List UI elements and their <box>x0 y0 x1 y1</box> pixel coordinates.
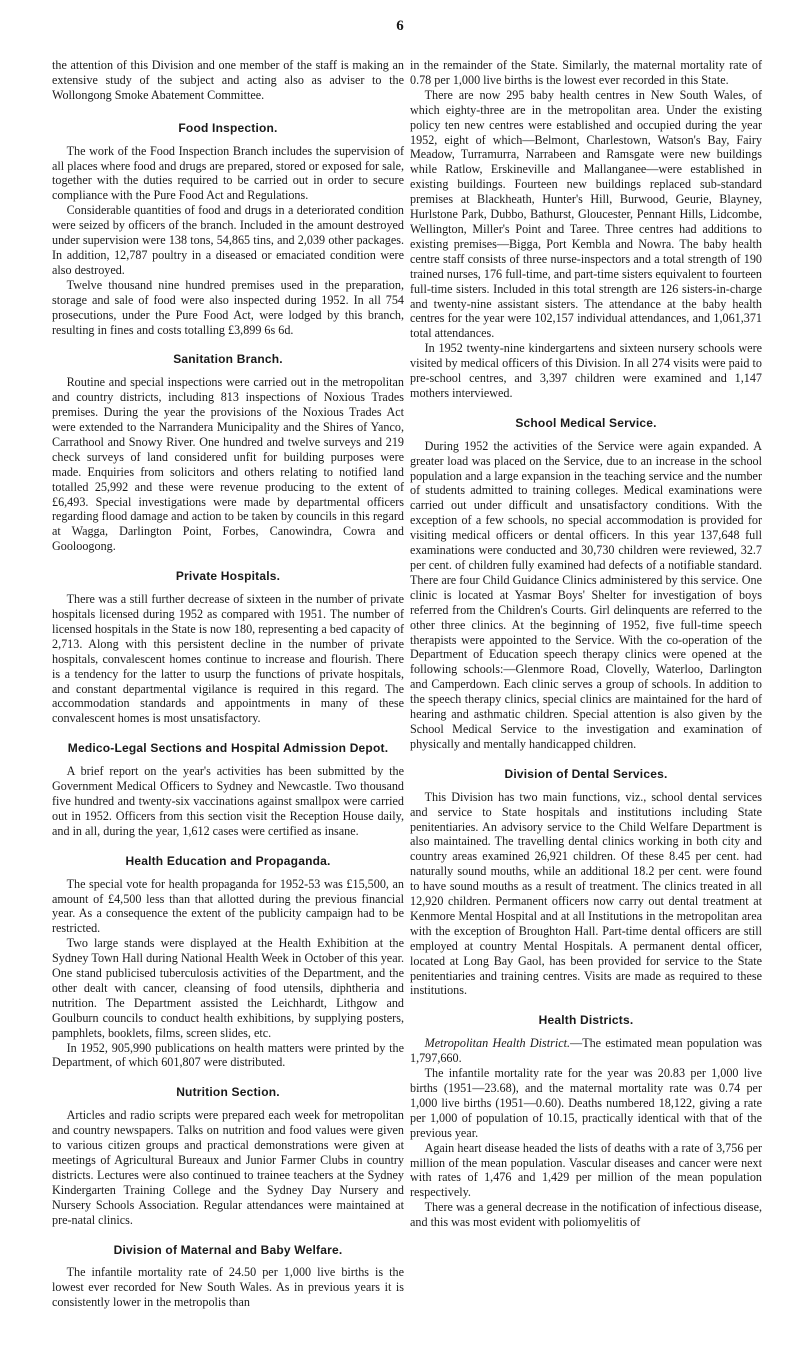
heading-sanitation-branch: Sanitation Branch. <box>173 352 283 367</box>
paragraph: There are now 295 baby health centres in New South Wales, of which eighty-three are in the metropolitan area. Under the existing policy ten new centres were established and occupied during the year 1952, eight of which—Belmont, Charlestown, Watson's Bay, Fairy Meadow, Turramurra, Narrabeen and Ramsgate were new buildings while Ratlow, Erskineville and Mallanganee—were established in existing buildings. Fourteen new buildings replaced sub-standard premises at Blackheath, Hunter's Hill, Burwood, Geurie, Blayney, Hurlstone Park, Dubbo, Bathurst, Gloucester, Pennant Hills, Lidcombe, Wellington, Miller's Point and Taree. Three centres had additions to existing premises—Bigga, Port Kembla and Nowra. The baby health centre staff consists of three nurse-inspectors and a total strength of 190 trained nurses, 176 full-time, and part-time sisters equivalent to fourteen full-time sisters. Included in this total strength are 126 sisters-in-charge and twenty-nine assistant sisters. The attendance at the baby health centres for the year were 102,157 individual attendances, and 1,061,371 total attendances. <box>410 87 762 341</box>
heading-health-districts: Health Districts. <box>538 1013 634 1028</box>
paragraph: The infantile mortality rate for the year was 20.83 per 1,000 live births (1951—23.68), and the maternal mortality rate was 0.74 per 1,000 live births (1951—0.60). Deaths numbered 18,122, giving a rate per 1,000 of population of 10.15, practically identical with that of the previous year. <box>410 1066 762 1140</box>
right-column <box>410 58 762 1230</box>
metro-district-text: —The estimated mean population was 1,797,660. <box>410 1036 763 1066</box>
paragraph: In 1952, 905,990 publications on health matters were printed by the Department, of which 601,807 were distributed. <box>52 1040 404 1070</box>
paragraph: In 1952 twenty-nine kindergartens and sixteen nursery schools were visited by medical officers of this Division. In all 274 visits were paid to pre-school centres, and 3,397 children were examined and 1,147 mothers interviewed. <box>410 341 762 400</box>
heading-school-medical-service: School Medical Service. <box>515 415 657 430</box>
paragraph: Routine and special inspections were carried out in the metropolitan and country districts, including 813 inspections of Noxious Trades premises. During the year the provisions of the Noxious Trades Act were extended to the Narrandera Municipality and the Shires of Yanco, Carrathool and Snowy River. One hundred and twelve surveys and 219 check surveys of land considered unfit for building purposes were made. Enquiries from solicitors and others relating to notified land totalled 25,992 and these were revenue producing to the extent of £6,493. Special investigations were made by departmental officers regarding flood damage and action to be taken by councils in this regard at Wagga, Darlington Point, Forbes, Canowindra, Cowra and Gooloogong. <box>52 375 404 554</box>
heading-maternal-baby-welfare: Division of Maternal and Baby Welfare. <box>113 1242 343 1257</box>
paragraph: Two large stands were displayed at the Health Exhibition at the Sydney Town Hall during National Health Week in October of this year. One stand publicised tuberculosis activities of the Department, and the other dealt with cancer, cleansing of food utensils, diphtheria and nutrition. The Department assisted the Leichhardt, Lithgow and Goulburn councils to conduct health exhibitions, by supplying posters, pamphlets, booklets, films, screen slides, etc. <box>52 936 404 1040</box>
paragraph: The work of the Food Inspection Branch includes the supervision of all places where food and drugs are prepared, stored or exposed for sale, together with the duties required to be carried out in order to secure compliance with the Pure Food Act and Regulations. <box>52 143 404 203</box>
paragraph: A brief report on the year's activities has been submitted by the Government Medical Officers to Sydney and Newcastle. Two thousand five hundred and twenty-six vaccinations against smallpox were carried out in 1952. Officers from this section visit the Reception House daily, and in all, during the year, 1,612 cases were certified as insane. <box>52 764 404 838</box>
paragraph: The special vote for health propaganda for 1952-53 was £15,500, an amount of £4,500 less than that allotted during the previous financial year. As a consequence the extent of the publicity campaign had to be restricted. <box>52 876 404 936</box>
left-intro-paragraph: the attention of this Division and one member of the staff is making an extensive study of the subject and acting also as adviser to the Wollongong Smoke Abatement Committee. <box>52 58 404 102</box>
metro-district-label: Metropolitan Health District. <box>424 1036 571 1051</box>
paragraph: Twelve thousand nine hundred premises used in the preparation, storage and sale of food were also inspected during 1952. In all 754 prosecutions, under the Pure Food Act, were lodged by this branch, resulting in fines and costs totalling £3,899 6s 6d. <box>52 277 404 337</box>
heading-dental-services: Division of Dental Services. <box>504 766 668 781</box>
paragraph: Again heart disease headed the lists of deaths with a rate of 3,756 per million of the mean population. Vascular diseases and cancer were next with rates of 1,476 and 1,429 per million of the mean population respectively. <box>410 1140 762 1200</box>
heading-health-education: Health Education and Propaganda. <box>125 853 331 868</box>
paragraph: There was a general decrease in the notification of infectious disease, and this was most evident with poliomyelitis of <box>410 1200 762 1230</box>
paragraph: During 1952 the activities of the Service were again expanded. A greater load was placed on the Service, due to an increase in the school population and a large expansion in the teaching service and the number of students admitted to training colleges. Medical examinations were carried out under difficult and unsatisfactory conditions. With the exception of a few schools, no special accommodation is provided for visiting medical officers or dental officers. In this year 137,648 full examinations were conducted and 30,730 children were reviewed, 32.7 per cent. of children fully examined had defects of a notifiable standard. There are four Child Guidance Clinics administered by this service. One clinic is located at Yasmar Boys' Shelter for investigation of boys referred from the Children's Courts. Girl delinquents are referred to the other three clinics. At the beginning of 1952, five full-time speech therapists were appointed to the Service. With the co-operation of the Department of Education speech therapy clinics were opened at the following schools:—Glenmore Road, Clovelly, Waterloo, Darlington and Camperdown. Each clinic serves a group of schools. In addition to the speech therapy clinics, special clinics are maintained for the hard of hearing and asthmatic children. Special attention is also given by the School Medical Service to the investigation and examination of physically and mentally handicapped children. <box>410 438 762 751</box>
heading-nutrition-section: Nutrition Section. <box>176 1085 280 1100</box>
page-number: 6 <box>396 18 404 34</box>
paragraph: Considerable quantities of food and drugs in a deteriorated condition were seized by officers of the branch. Included in the amount destroyed under supervision were 138 tons, 54,865 tins, and 2,039 other packages. In addition, 12,787 poultry in a diseased or emaciated condition were also destroyed. <box>52 203 404 277</box>
paragraph: There was a still further decrease of sixteen in the number of private hospitals licensed during 1952 as compared with 1951. The number of licensed hospitals in the State is now 180, representing a bed capacity of 2,713. Along with this persistent decline in the number of private hospitals, convalescent homes continue to increase and flourish. There is a tendency for the latter to usurp the functions of private hospitals, and constant departmental vigilance is required in this regard. The accommodation standards and appointments in many of these convalescent homes is most unsatisfactory. <box>52 592 404 726</box>
paragraph: Articles and radio scripts were prepared each week for metropolitan and country newspapers. Talks on nutrition and food values were given to various citizen groups and practical demonstrations were given at meetings of Agricultural Bureaux and Junior Farmer Clubs in country districts. Lectures were also continued to trainee teachers at the Sydney Kindergarten Training College and the Sydney Day Nursery and Nursery Schools Association. Regular attendances were maintained at pre-natal clinics. <box>52 1108 404 1227</box>
right-intro-paragraph: in the remainder of the State. Similarly, the maternal mortality rate of 0.78 per 1,000 live births is the lowest ever recorded in this State. <box>410 58 762 87</box>
heading-food-inspection: Food Inspection. <box>178 120 278 135</box>
heading-medico-legal: Medico-Legal Sections and Hospital Admission Depot. <box>67 741 389 756</box>
paragraph: This Division has two main functions, viz., school dental services and service to State hospitals and institutions including State penitentiaries. An advisory service to the Child Welfare Department is also maintained. The travelling dental clinics working in both city and country areas examined 26,921 children. Of these 8.45 per cent. had naturally sound mouths, while an additional 18.2 per cent. were found to have sound mouths as a result of treatment. The clinics treated in all 12,920 children. Permanent officers now carry out dental treatment at Kenmore Mental Hospital and at all Institutions in the metropolitan area with the exception of Broughton Hall. Part-time dental officers are still employed at country Mental Hospitals. A permanent dental officer, located at Long Bay Gaol, has been provided for service to the State penitentiaries and training centres. Visits are made as required to these institutions. <box>410 789 762 998</box>
paragraph: The infantile mortality rate of 24.50 per 1,000 live births is the lowest ever recorded for New South Wales. As in previous years it is consistently lower in the metropolis than <box>52 1265 404 1310</box>
metro-district-paragraph <box>410 1036 762 1066</box>
heading-private-hospitals: Private Hospitals. <box>175 569 281 584</box>
left-column <box>52 58 404 1310</box>
